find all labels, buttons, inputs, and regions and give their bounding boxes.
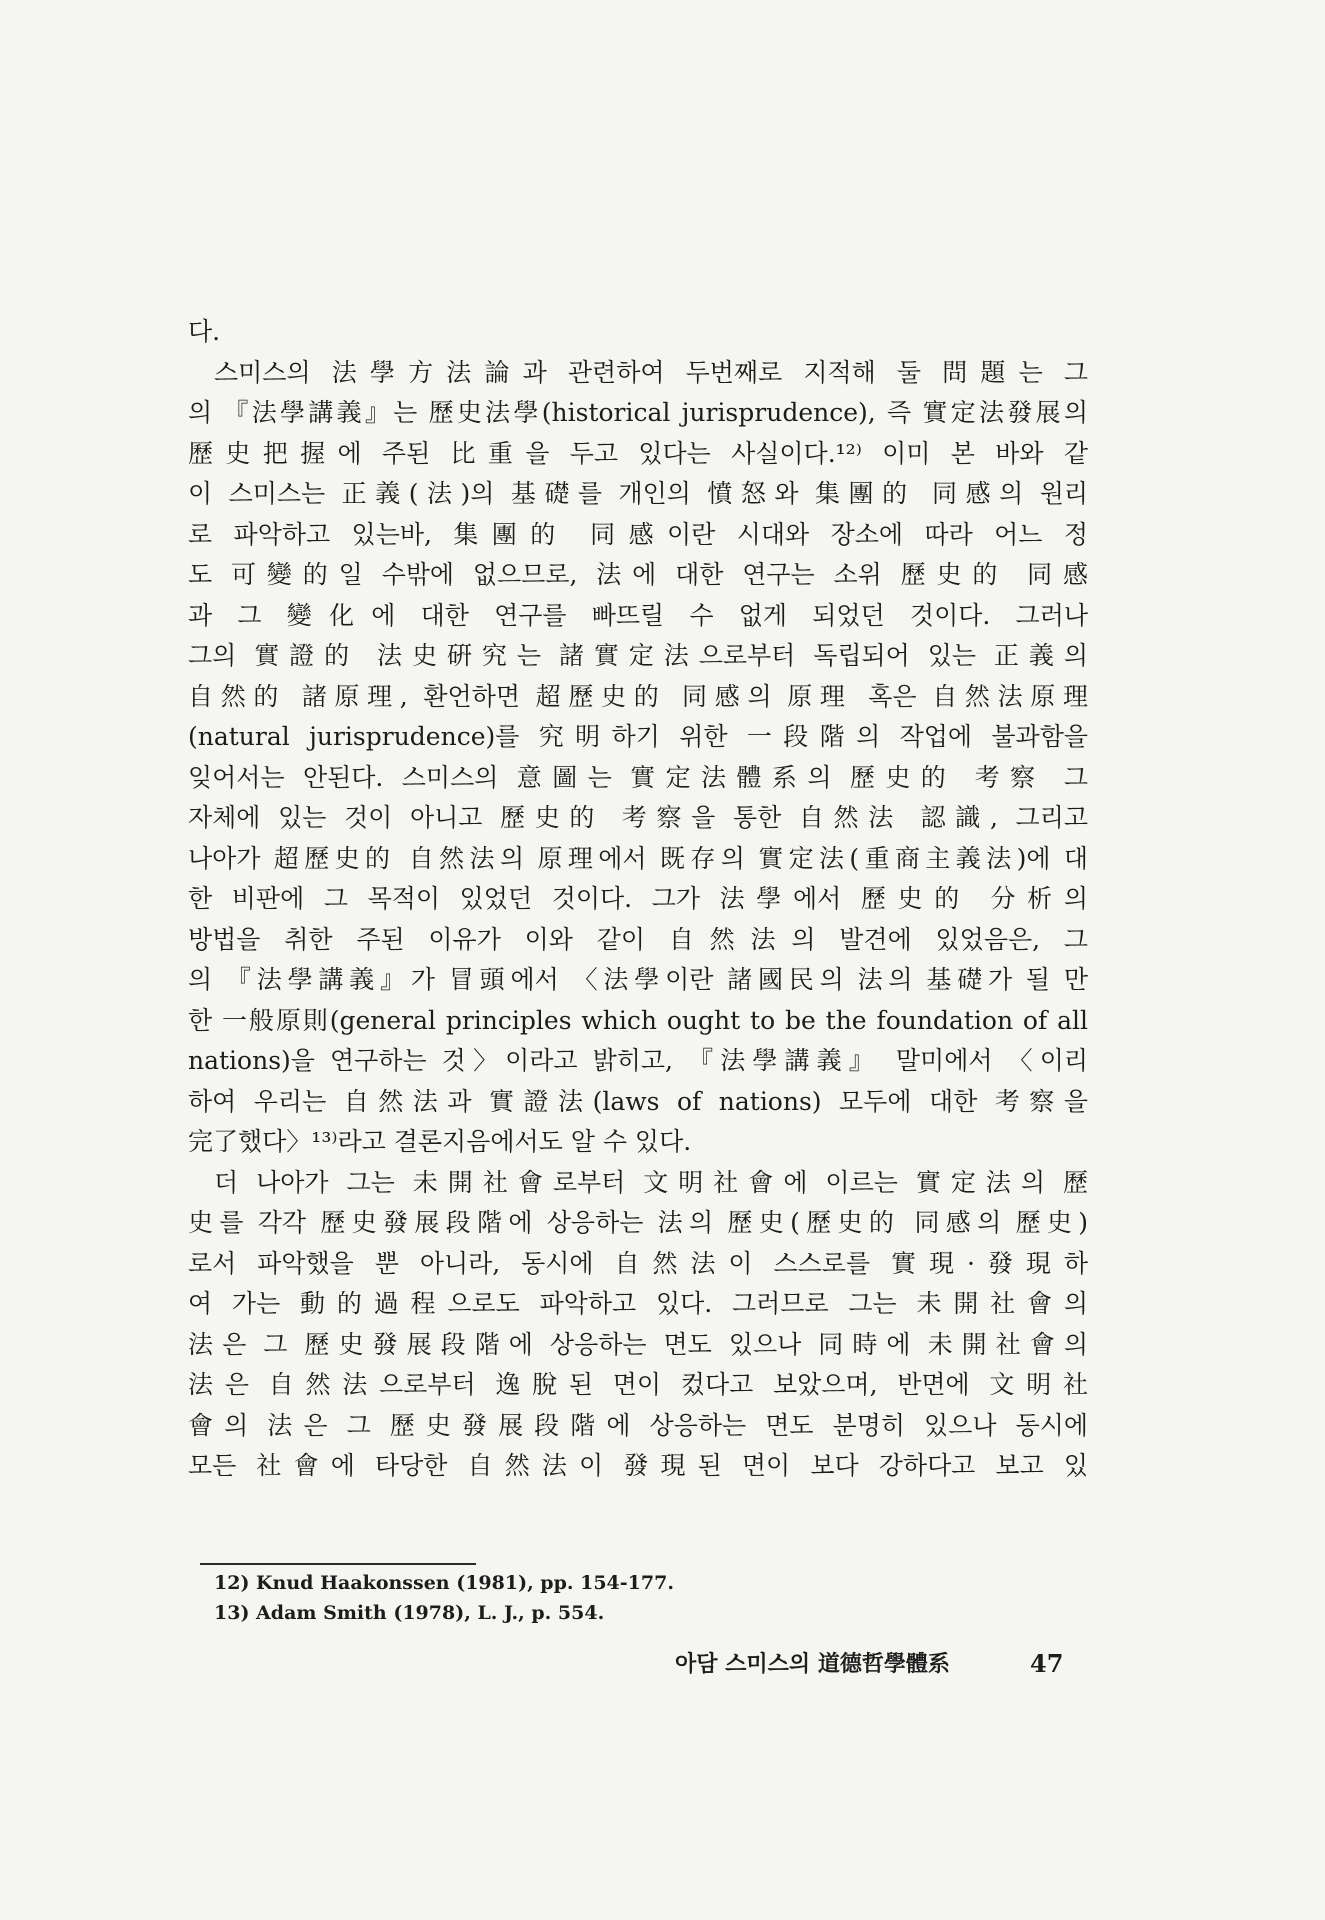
text-line: 한 一般原則(general principles which ought to be the foundation of all bbox=[188, 1005, 1088, 1035]
text-line: 자체에 있는 것이 아니고 歷史的 考察을 통한 自然法 認識, 그리고 bbox=[188, 803, 1088, 832]
text-line: 도 可變的일 수밖에 없으므로, 法에 대한 연구는 소위 歷史的 同感 bbox=[188, 560, 1088, 589]
text-line: 다. bbox=[188, 317, 221, 346]
text-line: 歷史把握에 주된 比重을 두고 있다는 사실이다.¹²⁾ 이미 본 바와 같 bbox=[188, 438, 1088, 468]
footnote-divider bbox=[200, 1563, 476, 1565]
text-line: 잊어서는 안된다. 스미스의 意圖는 實定法體系의 歷史的 考察 그 bbox=[188, 762, 1088, 792]
footnote-13: 13) Adam Smith (1978), L. J., p. 554. bbox=[214, 1602, 605, 1624]
text-line: 과 그 變化에 대한 연구를 빠뜨릴 수 없게 되었던 것이다. 그러나 bbox=[188, 600, 1088, 630]
page-number: 47 bbox=[1030, 1649, 1064, 1678]
text-line: nations)을 연구하는 것〉이라고 밝히고, 『法學講義』 말미에서 〈이리 bbox=[188, 1046, 1088, 1075]
text-line: 의 『法學講義』는 歷史法學(historical jurisprudence), 즉 實定法發展의 bbox=[188, 398, 1088, 427]
text-line: 한 비판에 그 목적이 있었던 것이다. 그가 法學에서 歷史的 分析의 bbox=[188, 884, 1088, 913]
text-line: 스미스의 法學方法論과 관련하여 두번째로 지적해 둘 問題는 그 bbox=[214, 357, 1088, 387]
text-line: 모든 社會에 타당한 自然法이 發現된 면이 보다 강하다고 보고 있 bbox=[188, 1451, 1088, 1480]
text-line: 會의 法은 그 歷史發展段階에 상응하는 면도 분명히 있으나 동시에 bbox=[188, 1410, 1088, 1440]
text-line: 史를 각각 歷史發展段階에 상응하는 法의 歷史(歷史的 同感의 歷史) bbox=[188, 1208, 1088, 1237]
text-line: 그의 實證的 法史硏究는 諸實定法으로부터 독립되어 있는 正義의 bbox=[188, 641, 1088, 670]
text-line: 로 파악하고 있는바, 集團的 同感이란 시대와 장소에 따라 어느 정 bbox=[188, 519, 1088, 549]
text-line: 完了했다〉¹³⁾라고 결론지음에서도 알 수 있다. bbox=[188, 1127, 692, 1156]
running-footer-title: 아담 스미스의 道德哲學體系 bbox=[675, 1651, 950, 1677]
footnotes bbox=[214, 1568, 914, 1628]
text-line: 여 가는 動的過程으로도 파악하고 있다. 그러므로 그는 未開社會의 bbox=[188, 1289, 1088, 1318]
text-line: 로서 파악했을 뿐 아니라, 동시에 自然法이 스스로를 實現·發現하 bbox=[188, 1248, 1088, 1278]
text-line: 더 나아가 그는 未開社會로부터 文明社會에 이르는 實定法의 歷 bbox=[214, 1167, 1088, 1197]
text-line: 의 『法學講義』가 冒頭에서 〈法學이란 諸國民의 法의 基礎가 될 만 bbox=[188, 965, 1088, 994]
body-text bbox=[188, 312, 1088, 1487]
text-line: 法은 自然法으로부터 逸脫된 면이 컸다고 보았으며, 반면에 文明社 bbox=[188, 1370, 1088, 1399]
text-line: 이 스미스는 正義(法)의 基礎를 개인의 憤怒와 集團的 同感의 원리 bbox=[188, 479, 1088, 508]
text-line: 나아가 超歷史的 自然法의 原理에서 既存의 實定法(重商主義法)에 대 bbox=[188, 843, 1088, 873]
text-line: 法은 그 歷史發展段階에 상응하는 면도 있으나 同時에 未開社會의 bbox=[188, 1329, 1088, 1359]
text-line: 하여 우리는 自然法과 實證法(laws of nations) 모두에 대한 考察을 bbox=[188, 1086, 1088, 1116]
text-line: (natural jurisprudence)를 究明하기 위한 一段階의 작업에 불과함을 bbox=[188, 722, 1088, 751]
footnote-12: 12) Knud Haakonssen (1981), pp. 154-177. bbox=[214, 1572, 674, 1594]
text-line: 自然的 諸原理, 환언하면 超歷史的 同感의 原理 혹은 自然法原理 bbox=[188, 681, 1088, 711]
text-line: 방법을 취한 주된 이유가 이와 같이 自然法의 발견에 있었음은, 그 bbox=[188, 924, 1088, 954]
